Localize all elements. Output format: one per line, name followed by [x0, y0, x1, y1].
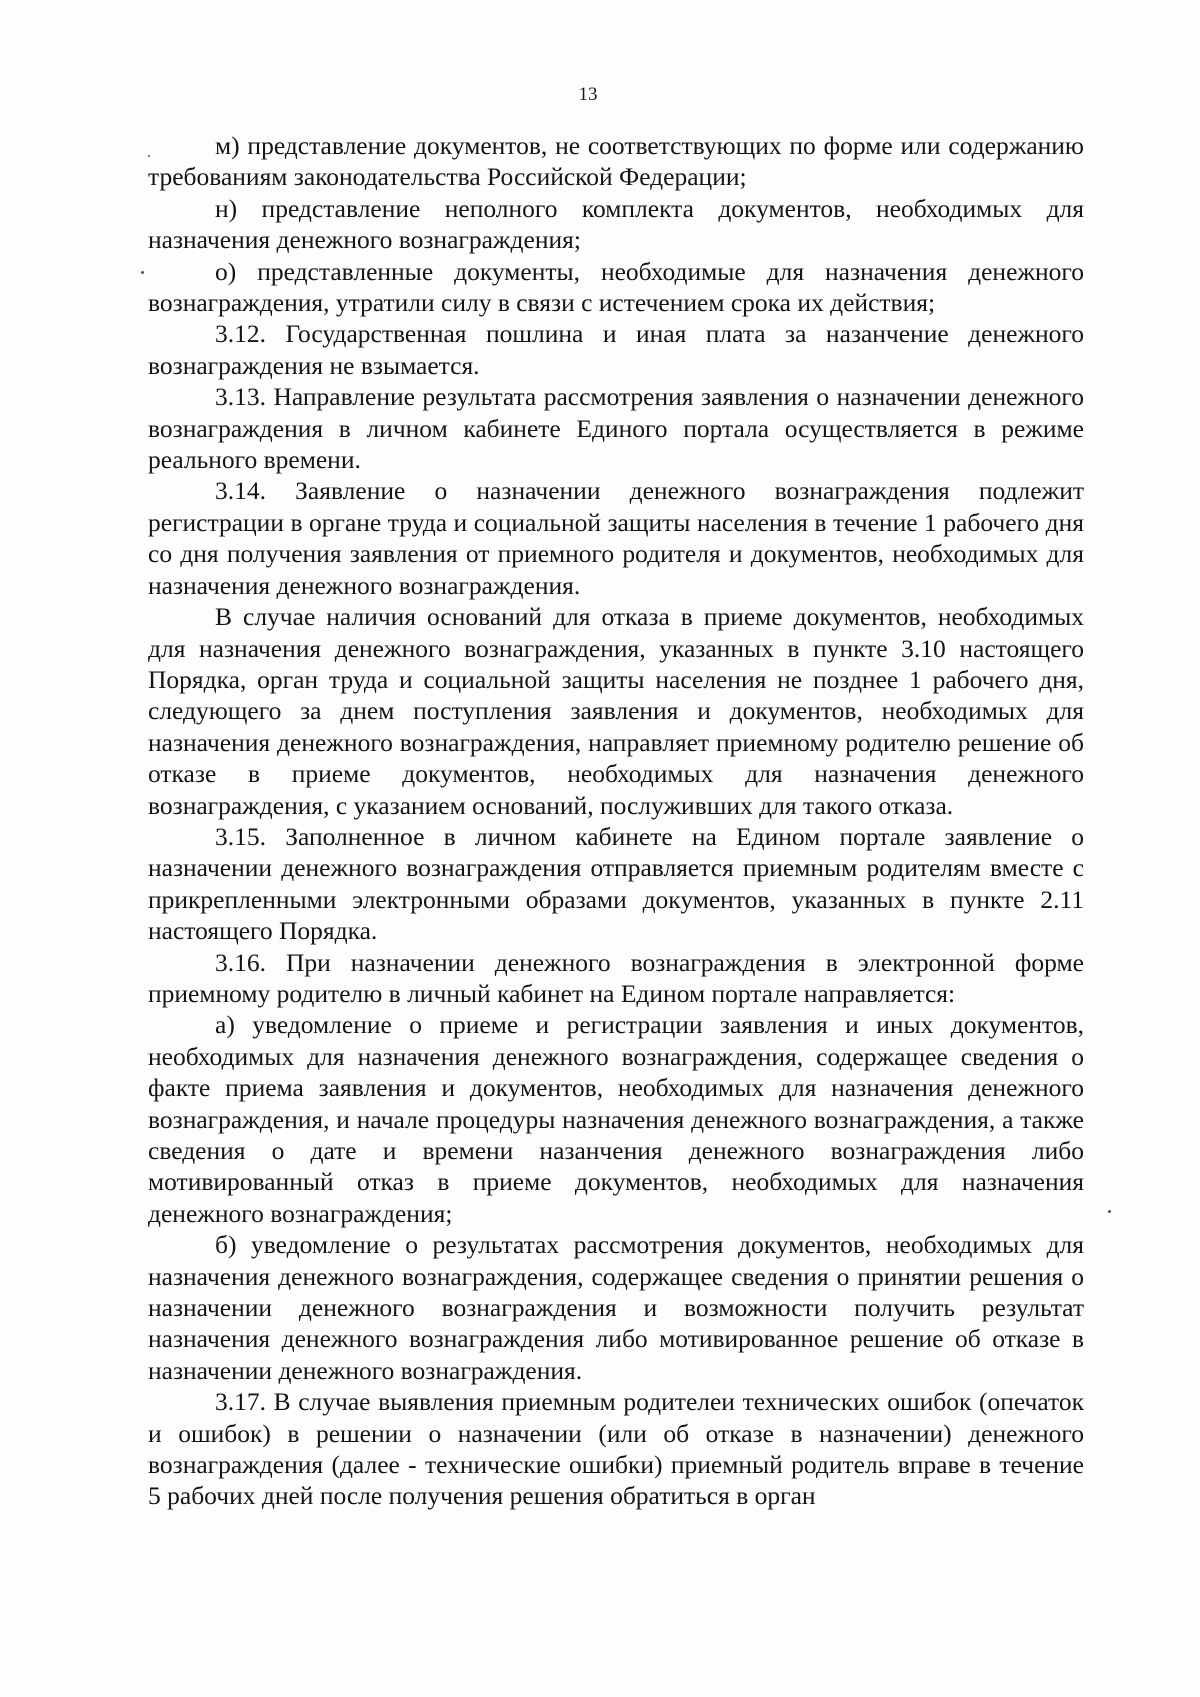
paragraph-3-14: 3.14. Заявление о назначении денежного вознаграждения подлежит регистрации в органе труда и социальной защиты населения в течение 1 рабочего дня со дня получения заявления от приемного родителя и документов, необходимых для назначения денежного вознаграждения. — [148, 476, 1084, 600]
scan-speck — [1108, 1210, 1111, 1213]
paragraph-3-16: 3.16. При назначении денежного вознаграждения в электронной форме приемному родителю в личный кабинет на Едином портале направляется: — [148, 947, 1084, 1008]
paragraph-n: н) представление неполного комплекта документов, необходимых для назначения денежного вознаграждения; — [148, 193, 1084, 255]
paragraph-3-16-a: а) уведомление о приеме и регистрации заявления и иных документов, необходимых для назначения денежного вознаграждения, содержащее сведения о факте приема заявления и документов, необходимых для назначения денежного вознаграждения, и начале процедуры назначения денежного вознаграждения, а также сведения о дате и времени назанчения денежного вознаграждения либо мотивированный отказ в приеме документов, необходимых для назначения денежного вознаграждения; — [148, 1010, 1084, 1228]
page-number: 13 — [578, 84, 598, 105]
paragraph-3-12: 3.12. Государственная пошлина и иная плата за назанчение денежного вознаграждения не взымается. — [148, 319, 1084, 380]
scan-speck — [148, 155, 150, 157]
paragraph-3-16-b: б) уведомление о результатах рассмотрения документов, необходимых для назначения денежного вознаграждения, содержащее сведения о принятии решения о назначении денежного вознаграждения и возможности получить результат назначения денежного вознаграждения либо мотивированное решение об отказе в назначении денежного вознаграждения. — [148, 1230, 1084, 1385]
paragraph-m: м) представление документов, не соответствующих по форме или содержанию требованиям законодательства Российской Федерации; — [148, 131, 1084, 192]
paragraph-3-13: 3.13. Направление результата рассмотрения заявления о назначении денежного вознаграждения в личном кабинете Единого портала осуществляется в режиме реального времени. — [148, 382, 1084, 475]
paragraph-o: о) представленные документы, необходимые для назначения денежного вознаграждения, утратили силу в связи с истечением срока их действия; — [148, 256, 1084, 318]
document-body — [148, 130, 1084, 1512]
paragraph-3-17: 3.17. В случае выявления приемным родителеи технических ошибок (опечаток и ошибок) в решении о назначении (или об отказе в назначении) денежного вознаграждения (далее - технические ошибки) приемный родитель вправе в течение 5 рабочих дней после получения решения обратиться в орган — [148, 1387, 1084, 1511]
scan-speck — [141, 271, 144, 274]
paragraph-3-15: 3.15. Заполненное в личном кабинете на Едином портале заявление о назначении денежного вознаграждения отправляется приемным родителям вместе с прикрепленными электронными образами документов, указанных в пункте 2.11 настоящего Порядка. — [148, 821, 1084, 946]
paragraph-3-14-refusal: В случае наличия оснований для отказа в приеме документов, необходимых для назначения денежного вознаграждения, указанных в пункте 3.10 настоящего Порядка, орган труда и социальной защиты населения не позднее 1 рабочего дня, следующего за днем поступления заявления и документов, необходимых для назначения денежного вознаграждения, направляет приемному родителю решение об отказе в приеме документов, необходимых для назначения денежного вознаграждения, с указанием оснований, послуживших для такого отказа. — [148, 602, 1084, 820]
